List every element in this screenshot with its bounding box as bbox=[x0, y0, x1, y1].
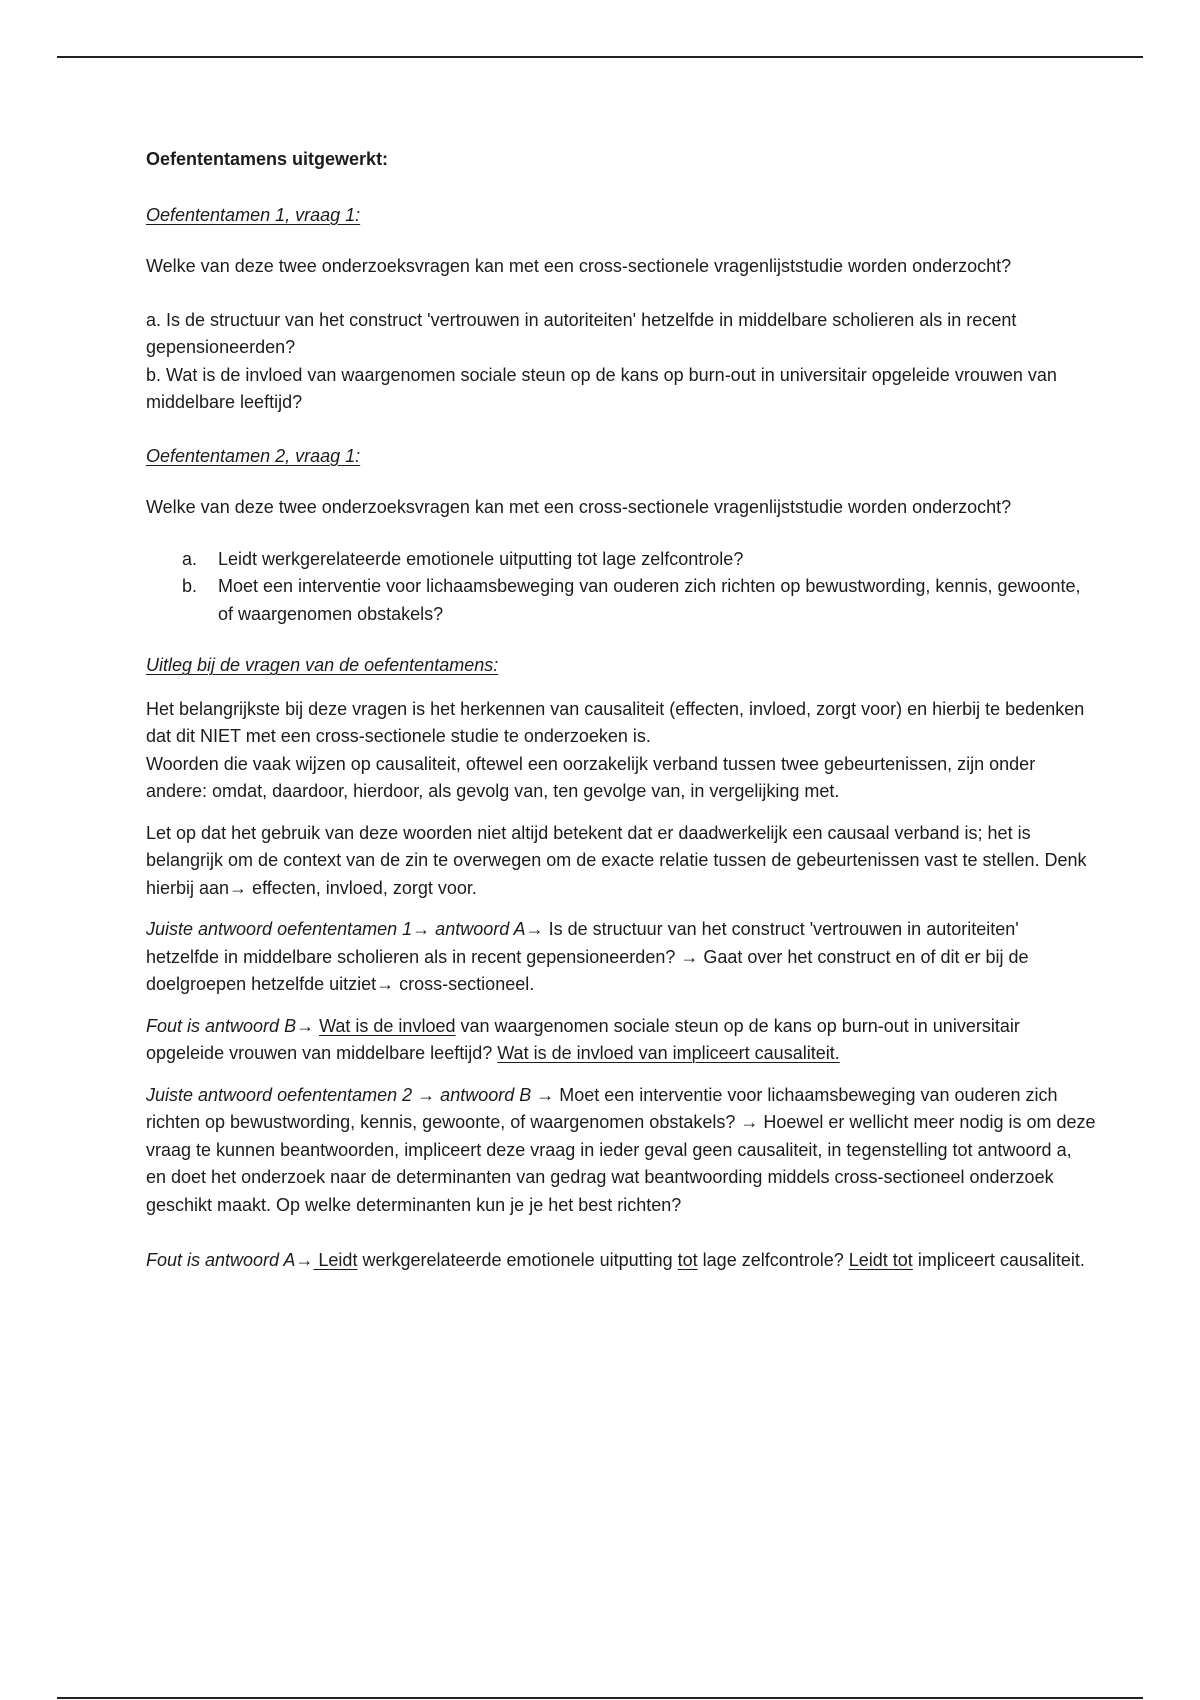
list-item-text: Leidt werkgerelateerde emotionele uitputting tot lage zelfcontrole? bbox=[218, 548, 744, 569]
question-1-option-b: b. Wat is de invloed van waargenomen sociale steun op de kans op burn-out in universitair opgeleide vrouwen van middelbare leeftijd? bbox=[146, 364, 1057, 412]
explanation-paragraph-1: Het belangrijkste bij deze vragen is het herkennen van causaliteit (effecten, invloed, zorgt voor) en hierbij te bedenken dat dit NIET met een cross-sectionele studie te onderzoeken is. bbox=[146, 698, 1085, 746]
question-2-options bbox=[146, 546, 1096, 629]
explanation-paragraph-1b: Woorden die vaak wijzen op causaliteit, oftewel een oorzakelijk verband tussen twee gebeurtenissen, zijn onder andere: omdat, daardoor, hierdoor, als gevolg van, ten gevolge van, in vergelijking met. bbox=[146, 753, 1036, 801]
answer-1-wrong: Fout is antwoord B→ Wat is de invloed van waargenomen sociale steun op de kans op burn-out in universitair opgeleide vrouwen van middelbare leeftijd? Wat is de invloed van impliceert causaliteit. bbox=[146, 1015, 1020, 1063]
section-heading-1: Oefententamen 1, vraag 1: bbox=[146, 204, 361, 225]
footer-rule bbox=[57, 1697, 1143, 1699]
document-body bbox=[146, 146, 1096, 1275]
question-1-option-a: a. Is de structuur van het construct 'vertrouwen in autoriteiten' hetzelfde in middelbare scholieren als in recent gepensioneerden? bbox=[146, 309, 1017, 357]
list-item-text: Moet een interventie voor lichaamsbeweging van ouderen zich richten op bewustwording, kennis, gewoonte, of waargenomen obstakels? bbox=[218, 576, 1081, 624]
section-heading-3: Uitleg bij de vragen van de oefententamens: bbox=[146, 655, 499, 675]
list-marker: a. bbox=[182, 548, 198, 569]
list-marker: b. bbox=[182, 576, 198, 596]
header-rule bbox=[57, 56, 1143, 58]
question-1-text: Welke van deze twee onderzoeksvragen kan met een cross-sectionele vragenlijststudie worden onderzocht? bbox=[146, 256, 1012, 276]
section-heading-2: Oefententamen 2, vraag 1: bbox=[146, 445, 361, 466]
question-2-text: Welke van deze twee onderzoeksvragen kan met een cross-sectionele vragenlijststudie worden onderzocht? bbox=[146, 497, 1012, 517]
list-item bbox=[182, 573, 1096, 628]
answer-1-correct: Juiste antwoord oefententamen 1→ antwoord A→ Is de structuur van het construct 'vertrouwen in autoriteiten' hetzelfde in middelbare scholieren als in recent gepensioneerden? → Gaat over het construct en of dit er bij de doelgroepen hetzelfde uitziet→ cross-sectioneel. bbox=[146, 919, 1029, 994]
answer-2-wrong: Fout is antwoord A→ Leidt werkgerelateerde emotionele uitputting tot lage zelfcontrole? Leidt tot impliceert causaliteit. bbox=[146, 1250, 1085, 1270]
list-item bbox=[182, 546, 1096, 574]
document-title: Oefententamens uitgewerkt: bbox=[146, 149, 389, 169]
answer-2-correct: Juiste antwoord oefententamen 2 → antwoord B → Moet een interventie voor lichaamsbeweging van ouderen zich richten op bewustwording, kennis, gewoonte, of waargenomen obstakels? → Hoewel er wellicht meer nodig is om deze vraag te kunnen beantwoorden, impliceert deze vraag in ieder geval geen causaliteit, in tegenstelling tot antwoord a, en doet het onderzoek naar de determinanten van gedrag wat beantwoording middels cross-sectioneel onderzoek geschikt maakt. Op welke determinanten kun je je het best richten? bbox=[146, 1084, 1096, 1215]
explanation-paragraph-2: Let op dat het gebruik van deze woorden niet altijd betekent dat er daadwerkelijk een causaal verband is; het is belangrijk om de context van de zin te overwegen om de exacte relatie tussen de gebeurtenissen vast te stellen. Denk hierbij aan→ effecten, invloed, zorgt voor. bbox=[146, 822, 1087, 898]
